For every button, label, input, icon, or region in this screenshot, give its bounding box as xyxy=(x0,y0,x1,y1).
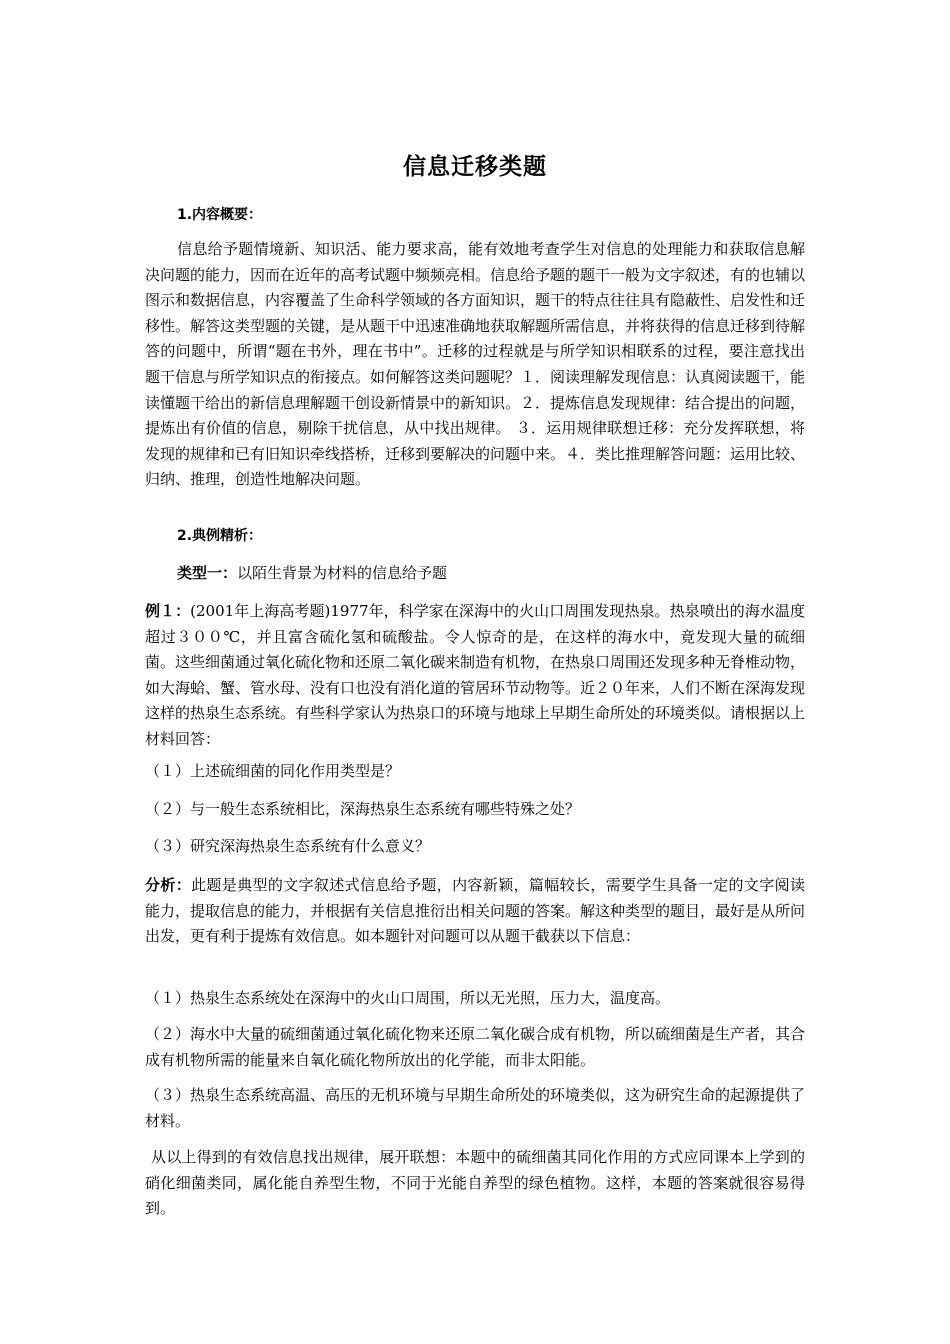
example-label: 例１： xyxy=(145,602,191,620)
question-3: （３）研究深海热泉生态系统有什么意义？ xyxy=(145,837,431,855)
question-1: （１）上述硫细菌的同化作用类型是？ xyxy=(145,762,401,780)
example-paragraph xyxy=(145,599,805,753)
type-line xyxy=(177,561,797,587)
analysis-point-2: （２）海水中大量的硫细菌通过氧化硫化物来还原二氧化碳合成有机物，所以硫细菌是生产者，其合成有机物所需的能量来自氧化硫化物所放出的化学能，而非太阳能。 xyxy=(145,1025,806,1069)
analysis-point-3: （３）热泉生态系统高温、高压的无机环境与早期生命所处的环境类似，这为研究生命的起源提供了材料。 xyxy=(145,1086,806,1130)
type-label: 类型一： xyxy=(177,564,238,582)
section1-body: 信息给予题情境新、知识活、能力要求高，能有效地考查学生对信息的处理能力和获取信息解决问题的能力，因而在近年的高考试题中频频亮相。信息给予题的题干一般为文字叙述，有的也辅以图示和数据信息，内容覆盖了生命科学领域的各方面知识，题干的特点往往具有隐蔽性、启发性和迁移性。解答这类型题的关键，是从题干中迅速准确地获取解题所需信息，并将获得的信息迁移到待解答的问题中，所谓“题在书外，理在书中”。迁移的过程就是与所学知识相联系的过程，要注意找出题干信息与所学知识点的衔接点。如何解答这类问题呢？１．阅读理解发现信息：认真阅读题干，能读懂题干给出的新信息理解题干创设新情景中的新知识。２．提炼信息发现规律：结合提出的问题，提炼出有价值的信息，剔除干扰信息，从中找出规律。 ３．运用规律联想迁移：充分发挥联想，将发现的规律和已有旧知识牵线搭桥，迁移到要解决的问题中来。４．类比推理解答问题：运用比较、归纳、推理，创造性地解决问题。 xyxy=(145,240,806,489)
document-title: 信息迁移类题 xyxy=(403,154,547,180)
question-2: （２）与一般生态系统相比，深海热泉生态系统有哪些特殊之处？ xyxy=(145,800,581,818)
analysis-paragraph xyxy=(145,873,805,950)
type-text: 以陌生背景为材料的信息给予题 xyxy=(237,564,448,582)
analysis-point-1: （１）热泉生态系统处在深海中的火山口周围，所以无光照，压力大，温度高。 xyxy=(145,989,671,1007)
analysis-label: 分析： xyxy=(145,876,192,894)
section1-heading: 1.内容概要： xyxy=(177,207,263,223)
analysis-text: 此题是典型的文字叙述式信息给予题，内容新颖，篇幅较长，需要学生具备一定的文字阅读能力，提取信息的能力，并根据有关信息推衍出相关问题的答案。解这种类型的题目，最好是从所问出发，更有利于提炼有效信息。如本题针对问题可以从题干截获以下信息： xyxy=(145,876,806,946)
example-text: (2001年上海高考题)1977年，科学家在深海中的火山口周围发现热泉。热泉喷出的海水温度超过３００℃，并且富含硫化氢和硫酸盐。令人惊奇的是，在这样的海水中，竟发现大量的硫细菌。这些细菌通过氧化硫化物和还原二氧化碳来制造有机物，在热泉口周围还发现多种无脊椎动物，如大海蛤、蟹、管水母、没有口也没有消化道的管居环节动物等。近２０年来，人们不断在深海发现这样的热泉生态系统。有些科学家认为热泉口的环境与地球上早期生命所处的环境类似。请根据以上材料回答： xyxy=(145,602,806,748)
section2-heading: 2.典例精析： xyxy=(177,528,263,544)
conclusion-paragraph: 从以上得到的有效信息找出规律，展开联想：本题中的硫细菌其同化作用的方式应同课本上学到的硝化细菌类同，属化能自养型生物，不同于光能自养型的绿色植物。这样，本题的答案就很容易得到。 xyxy=(145,1148,805,1218)
